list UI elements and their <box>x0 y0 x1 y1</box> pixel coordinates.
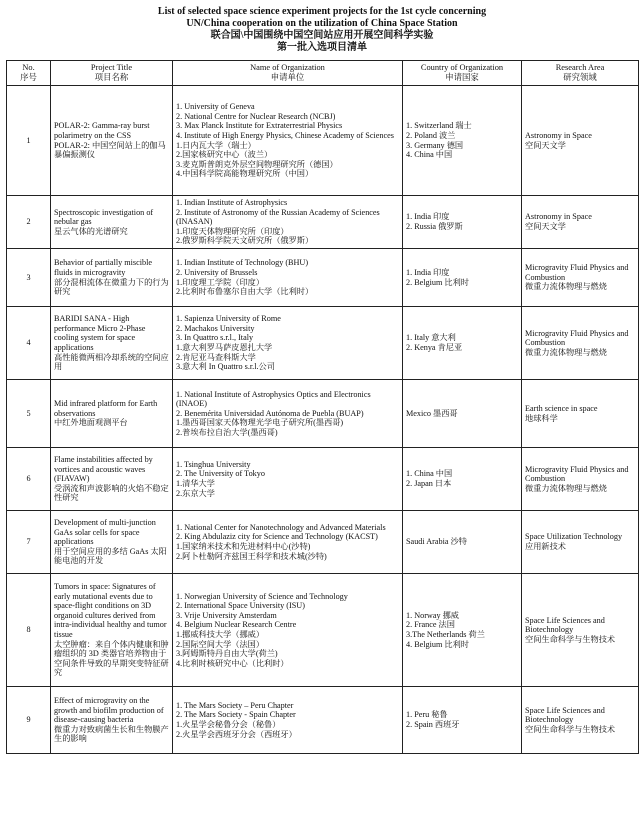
project-title-line: Effect of microgravity on the growth and biofilm production of disease-causing bacteria <box>54 696 164 725</box>
project-title-line: 部分混相流体在微重力下的行为研究 <box>54 277 169 297</box>
title-line-2: UN/China cooperation on the utilization of China Space Station <box>186 18 458 29</box>
table-header-row <box>7 61 639 86</box>
organization-line: 3. Max Planck Institute for Extraterrestrial Physics <box>176 121 343 131</box>
country-cell <box>403 380 522 448</box>
row-number-cell: 8 <box>7 574 51 687</box>
table-row <box>7 86 639 196</box>
organization-line: 1.日内瓦大学（瑞士） <box>176 140 256 150</box>
organization-line: 1.印度天体物理研究所（印度） <box>176 226 289 236</box>
project-title-line: Spectroscopic investigation of nebular gas <box>54 207 154 227</box>
organization-line: 1.挪威科技大学（挪威） <box>176 630 265 639</box>
project-title-line: Behavior of partially miscible fluids in microgravity <box>54 258 152 277</box>
organization-line: 1. Sapienza University of Rome <box>176 314 281 324</box>
research-area-line: 微重力流体物理与燃烧 <box>525 347 607 357</box>
country-line: 4. China 中国 <box>406 150 453 160</box>
country-line: 3.The Netherlands 荷兰 <box>406 630 485 639</box>
organization-line: 2.阿卜杜勒阿齐兹国王科学和技术城(沙特) <box>176 551 327 561</box>
organization-cell <box>173 249 403 307</box>
project-title-line: POLAR-2: Gamma-ray burst polarimetry on the CSS <box>54 121 150 140</box>
country-line: Mexico 墨西哥 <box>406 408 458 418</box>
country-line: 2. Japan 日本 <box>406 479 452 488</box>
organization-line: 3. Vrije University Amsterdam <box>176 610 277 620</box>
organization-cell <box>173 511 403 574</box>
project-title-cell <box>51 380 173 448</box>
organization-line: 2.国际空间大学（法国） <box>176 639 265 649</box>
organization-line: 2.火星学会西班牙分会（西班牙） <box>176 729 297 739</box>
research-area-line: 微重力流体物理与燃烧 <box>525 282 607 292</box>
title-line-1: List of selected space science experiment projects for the 1st cycle concerning <box>157 6 487 17</box>
research-area-line: 空间天文学 <box>525 140 566 150</box>
organization-line: 3.意大利 In Quattro s.r.l.公司 <box>176 362 275 372</box>
organization-line: 1. Tsinghua University <box>176 459 251 469</box>
country-line: 2. Spain 西班牙 <box>406 720 460 729</box>
research-area-line: Microgravity Fluid Physics and Combustion <box>525 263 629 282</box>
research-area-line: Space Utilization Technology <box>525 532 623 542</box>
document-title <box>6 6 638 54</box>
project-title-line: 用于空间应用的多结 GaAs 太阳能电池的开发 <box>54 546 167 566</box>
organization-line: 2.比利时布鲁塞尔自由大学（比利时） <box>176 287 314 297</box>
organization-line: 2. Institute of Astronomy of the Russian Academy of Sciences (INASAN) <box>176 207 380 227</box>
research-area-line: Earth science in space <box>525 403 598 413</box>
organization-line: 2. Benemérita Universidad Autónoma de Puebla (BUAP) <box>176 408 364 418</box>
research-area-line: Microgravity Fluid Physics and Combustion <box>525 328 629 348</box>
project-title-cell <box>51 196 173 249</box>
project-title-line: 微重力对致病菌生长和生物膜产生的影响 <box>54 724 169 744</box>
organization-line: 2.俄罗斯科学院天文研究所（俄罗斯） <box>176 236 314 246</box>
organization-line: 4.中国科学院高能物理研究所（中国） <box>176 169 314 179</box>
research-area-line: 微重力流体物理与燃烧 <box>525 483 607 493</box>
country-cell <box>403 196 522 249</box>
table-row <box>7 196 639 249</box>
organization-line: 3.麦克斯普朗克外层空间物理研究所（德国） <box>176 159 338 169</box>
project-title-cell <box>51 574 173 687</box>
organization-cell <box>173 86 403 196</box>
project-title-line: 高性能微两相冷却系统的空间应用 <box>54 352 169 372</box>
organization-line: 1.印度理工学院（印度） <box>176 277 265 287</box>
organization-line: 2. King Abdulaziz city for Science and Technology (KACST) <box>176 532 378 542</box>
country-line: 3. Germany 德国 <box>406 140 464 150</box>
research-area-line: Astronomy in Space <box>525 212 592 222</box>
organization-line: 2. University of Brussels <box>176 267 258 277</box>
project-title-line: Development of multi-junction GaAs solar cells for space applications <box>54 518 156 547</box>
table-row <box>7 448 639 511</box>
organization-line: 2. The University of Tokyo <box>176 469 265 479</box>
title-line-4: 第一批入选项目清单 <box>277 42 367 53</box>
country-line: 1. Norway 挪威 <box>406 610 459 620</box>
row-number-cell: 2 <box>7 196 51 249</box>
organization-cell <box>173 380 403 448</box>
research-area-line: 空间生命科学与生物技术 <box>525 724 616 734</box>
organization-line: 1.国家纳米技术和先进材料中心(沙特) <box>176 542 311 551</box>
row-number-cell: 3 <box>7 249 51 307</box>
organization-cell <box>173 574 403 687</box>
country-line: 2. Russia 俄罗斯 <box>406 222 463 231</box>
header-no: No. 序号 <box>7 61 51 86</box>
country-cell <box>403 448 522 511</box>
table-row <box>7 307 639 380</box>
header-organization: Name of Organization 申请单位 <box>173 61 403 86</box>
organization-line: 4.比利时核研究中心（比利时） <box>176 658 289 668</box>
header-research-area: Research Area 研究领域 <box>522 61 639 86</box>
organization-line: 1.意大利罗马萨皮恩扎大学 <box>176 343 273 352</box>
organization-line: 4. Belgium Nuclear Research Centre <box>176 620 297 630</box>
project-title-cell <box>51 86 173 196</box>
country-line: 1. Italy 意大利 <box>406 333 456 343</box>
header-country: Country of Organization 申请国家 <box>403 61 522 86</box>
row-number-cell: 4 <box>7 307 51 380</box>
table-row <box>7 380 639 448</box>
country-cell <box>403 574 522 687</box>
organization-line: 2. National Centre for Nuclear Research (NCBJ) <box>176 111 336 121</box>
country-cell <box>403 687 522 754</box>
table-row <box>7 511 639 574</box>
country-line: 1. Peru 秘鲁 <box>406 710 448 720</box>
research-area-cell <box>522 687 639 754</box>
research-area-cell <box>522 448 639 511</box>
table-row <box>7 687 639 754</box>
organization-line: 2. International Space University (ISU) <box>176 601 305 611</box>
research-area-cell <box>522 511 639 574</box>
organization-line: 1. Indian Institute of Astrophysics <box>176 198 288 208</box>
organization-line: 1. Norwegian University of Science and Technology <box>176 591 348 601</box>
organization-cell <box>173 687 403 754</box>
organization-line: 3. In Quattro s.r.l., Italy <box>176 333 254 343</box>
organization-cell <box>173 307 403 380</box>
organization-line: 4. Institute of High Energy Physics, Chinese Academy of Sciences <box>176 130 394 140</box>
research-area-cell <box>522 196 639 249</box>
research-area-line: 地球科学 <box>525 413 558 423</box>
research-area-line: 应用新技术 <box>525 542 566 551</box>
organization-cell <box>173 448 403 511</box>
country-line: 2. France 法国 <box>406 620 455 630</box>
research-area-cell <box>522 249 639 307</box>
table-row <box>7 574 639 687</box>
table-body <box>7 86 639 754</box>
research-area-cell <box>522 86 639 196</box>
organization-line: 1. The Mars Society – Peru Chapter <box>176 700 294 710</box>
row-number-cell: 7 <box>7 511 51 574</box>
header-project-title: Project Title 项目名称 <box>51 61 173 86</box>
project-title-cell <box>51 307 173 380</box>
project-title-cell <box>51 511 173 574</box>
project-title-line: Mid infrared platform for Earth observations <box>54 399 158 418</box>
organization-line: 1. University of Geneva <box>176 102 255 112</box>
row-number-cell: 9 <box>7 687 51 754</box>
research-area-cell <box>522 574 639 687</box>
country-cell <box>403 511 522 574</box>
project-title-line: 中红外地面观测平台 <box>54 418 128 428</box>
country-line: 4. Belgium 比利时 <box>406 639 469 649</box>
project-title-line: POLAR-2: 中国空间站上的伽马暴偏振测仪 <box>54 140 166 160</box>
organization-line: 1. Indian Institute of Technology (BHU) <box>176 258 309 268</box>
research-area-line: Astronomy in Space <box>525 130 592 140</box>
organization-line: 1. National Center for Nanotechnology and Advanced Materials <box>176 522 386 532</box>
research-area-line: Space Life Sciences and Biotechnology <box>525 705 605 725</box>
organization-line: 2.东京大学 <box>176 488 215 498</box>
organization-line: 2. Machakos University <box>176 323 255 333</box>
research-area-line: 空间生命科学与生物技术 <box>525 634 616 644</box>
organization-line: 1. National Institute of Astrophysics Optics and Electronics (INAOE) <box>176 389 371 409</box>
organization-line: 2.普埃布拉自治大学(墨西哥) <box>176 427 278 437</box>
research-area-cell <box>522 307 639 380</box>
research-area-line: Space Life Sciences and Biotechnology <box>525 615 605 635</box>
project-title-line: BARIDI SANA - High performance Micro 2-Phase cooling system for space applications <box>54 314 146 352</box>
country-line: 2. Belgium 比利时 <box>406 277 469 287</box>
country-cell <box>403 86 522 196</box>
research-area-line: Microgravity Fluid Physics and Combustion <box>525 464 629 484</box>
project-title-cell <box>51 249 173 307</box>
project-title-cell <box>51 448 173 511</box>
country-line: 2. Poland 波兰 <box>406 130 456 140</box>
row-number-cell: 6 <box>7 448 51 511</box>
country-line: 2. Kenya 肯尼亚 <box>406 343 463 352</box>
research-area-cell <box>522 380 639 448</box>
organization-line: 1.清华大学 <box>176 479 215 488</box>
project-title-line: 太空肿瘤：来自个体内健康和肿瘤组织的 3D 类器官培养物由于空间条件导致的早期突变特征研究 <box>54 639 169 678</box>
organization-line: 2.国家核研究中心（波兰） <box>176 150 273 160</box>
organization-line: 2.肯尼亚马查科斯大学 <box>176 352 256 362</box>
project-title-line: 星云气体的光谱研究 <box>54 226 128 236</box>
project-title-line: Tumors in space: Signatures of early mutational events due to space-flight conditions on 3D organoid cultures derived from intra-individual healthy and tumor tissue <box>54 582 167 639</box>
country-line: 1. India 印度 <box>406 212 450 222</box>
organization-line: 1.墨西哥国家天体物理光学电子研究所(墨西哥) <box>176 418 344 428</box>
country-line: 1. India 印度 <box>406 267 450 277</box>
organization-line: 2. The Mars Society - Spain Chapter <box>176 710 296 720</box>
table-row <box>7 249 639 307</box>
organization-line: 3.阿姆斯特丹自由大学(荷兰) <box>176 649 278 659</box>
research-area-line: 空间天文学 <box>525 222 566 231</box>
row-number-cell: 1 <box>7 86 51 196</box>
country-line: 1. Switzerland 瑞士 <box>406 121 472 131</box>
project-title-line: Flame instabilities affected by vortices and acoustic waves (FIAVAW) <box>54 455 153 484</box>
project-title-line: 受涡流和声波影响的火焰不稳定性研究 <box>54 483 169 503</box>
row-number-cell: 5 <box>7 380 51 448</box>
projects-table <box>6 60 639 754</box>
organization-line: 1.火星学会秘鲁分会（秘鲁） <box>176 720 281 729</box>
country-line: Saudi Arabia 沙特 <box>406 537 467 547</box>
project-title-cell <box>51 687 173 754</box>
country-cell <box>403 307 522 380</box>
country-cell <box>403 249 522 307</box>
country-line: 1. China 中国 <box>406 469 453 479</box>
organization-cell <box>173 196 403 249</box>
title-line-3: 联合国\中国围绕中国空间站应用开展空间科学实验 <box>210 30 434 41</box>
